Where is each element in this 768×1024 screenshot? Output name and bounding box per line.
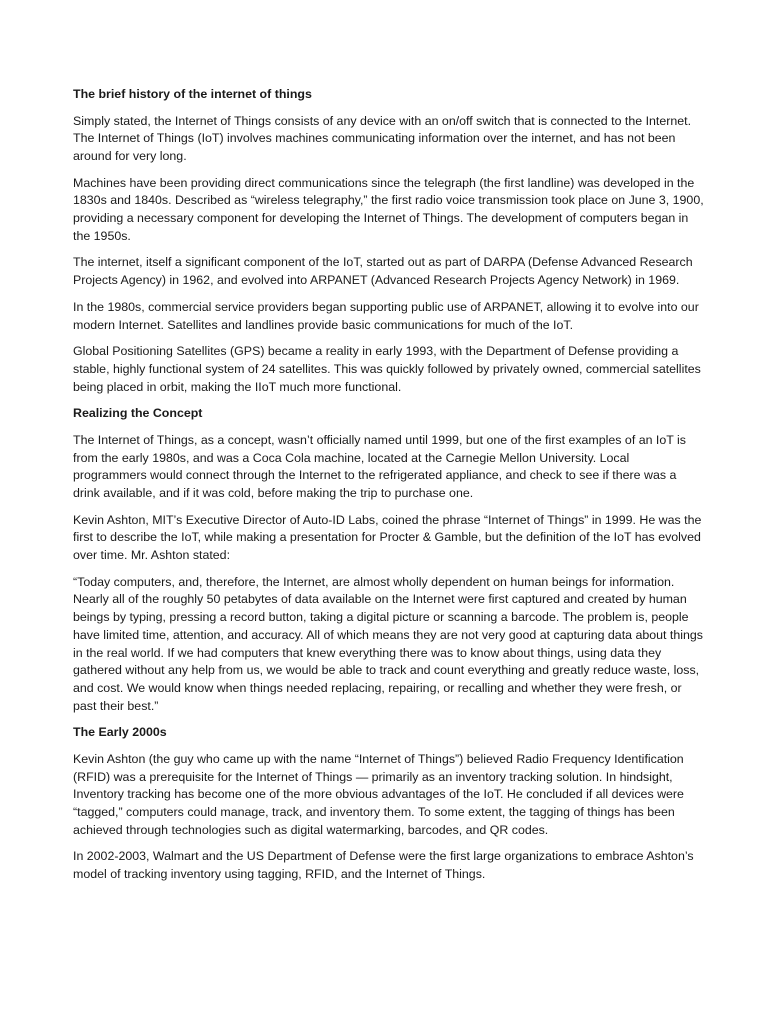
paragraph-darpa: The internet, itself a significant component of the IoT, started out as part of DARPA (Defense Advanced Research Projects Agency) in 1962, and evolved into ARPANET (Advanced Research Projects Agency Network) in 1969. [73, 255, 693, 288]
paragraph-telegraph: Machines have been providing direct communications since the telegraph (the first landline) was developed in the 1830s and 1840s. Described as “wireless telegraphy,” the first radio voice transmission took place on June 3, 1900, providing a necessary component for developing the Internet of Things. The development of computers began in the 1950s. [73, 175, 704, 243]
paragraph-gps: Global Positioning Satellites (GPS) became a reality in early 1993, with the Department of Defense providing a stable, highly functional system of 24 satellites. This was quickly followed by privately owned, commercial satellites being placed in orbit, making the IIoT much more functional. [73, 344, 701, 394]
section-heading-brief-history: The brief history of the internet of things [73, 87, 312, 101]
paragraph-1980s: In the 1980s, commercial service providers began supporting public use of ARPANET, allowing it to evolve into our modern Internet. Satellites and landlines provide basic communications for much of the IoT. [73, 299, 699, 332]
paragraph-kevin-ashton: Kevin Ashton, MIT’s Executive Director of Auto-ID Labs, coined the phrase “Internet of Things” in 1999. He was the first to describe the IoT, while making a presentation for Procter & Gamble, but the definition of the IoT has evolved over time. Mr. Ashton stated: [73, 512, 702, 563]
paragraph-iot-definition: Simply stated, the Internet of Things consists of any device with an on/off switch that is connected to the Internet. The Internet of Things (IoT) involves machines communicating information over the internet, and has not been around for very long. [73, 113, 692, 163]
paragraph-coca-cola: The Internet of Things, as a concept, wasn’t officially named until 1999, but one of the first examples of an IoT is from the early 1980s, and was a Coca Cola machine, located at the Carnegie Mellon University. Local programmers would connect through the Internet to the refrigerated appliance, and check to see if there was a drink available, and if it was cold, before making the trip to purchase one. [73, 432, 686, 500]
section-heading-early-2000s: The Early 2000s [73, 725, 167, 740]
paragraph-ashton-quote: “Today computers, and, therefore, the Internet, are almost wholly dependent on human beings for information. Nearly all of the roughly 50 petabytes of data available on the Internet were first captured and created by human beings by typing, pressing a record button, taking a digital picture or scanning a barcode. The problem is, people have limited time, attention, and accuracy. All of which means they are not very good at capturing data about things in the real world. If we had computers that knew everything there was to know about things, using data they gathered without any help from us, we would be able to track and count everything and greatly reduce waste, loss, and cost. We would know when things needed replacing, repairing, or recalling and whether they were fresh, or past their best.” [73, 574, 703, 713]
paragraph-walmart: In 2002-2003, Walmart and the US Department of Defense were the first large organizations to embrace Ashton’s model of tracking inventory using tagging, RFID, and the Internet of Things. [73, 849, 694, 882]
paragraph-rfid: Kevin Ashton (the guy who came up with the name “Internet of Things”) believed Radio Frequency Identification (RFID) was a prerequisite for the Internet of Things — primarily as an inventory tracking solution. In hindsight, Inventory tracking has become one of the more obvious advantages of the IoT. He concluded if all devices were “tagged,” computers could manage, track, and inventory them. To some extent, the tagging of things has been achieved through technologies such as digital watermarking, barcodes, and QR codes. [73, 751, 684, 837]
section-heading-realizing-concept: Realizing the Concept [73, 406, 203, 421]
